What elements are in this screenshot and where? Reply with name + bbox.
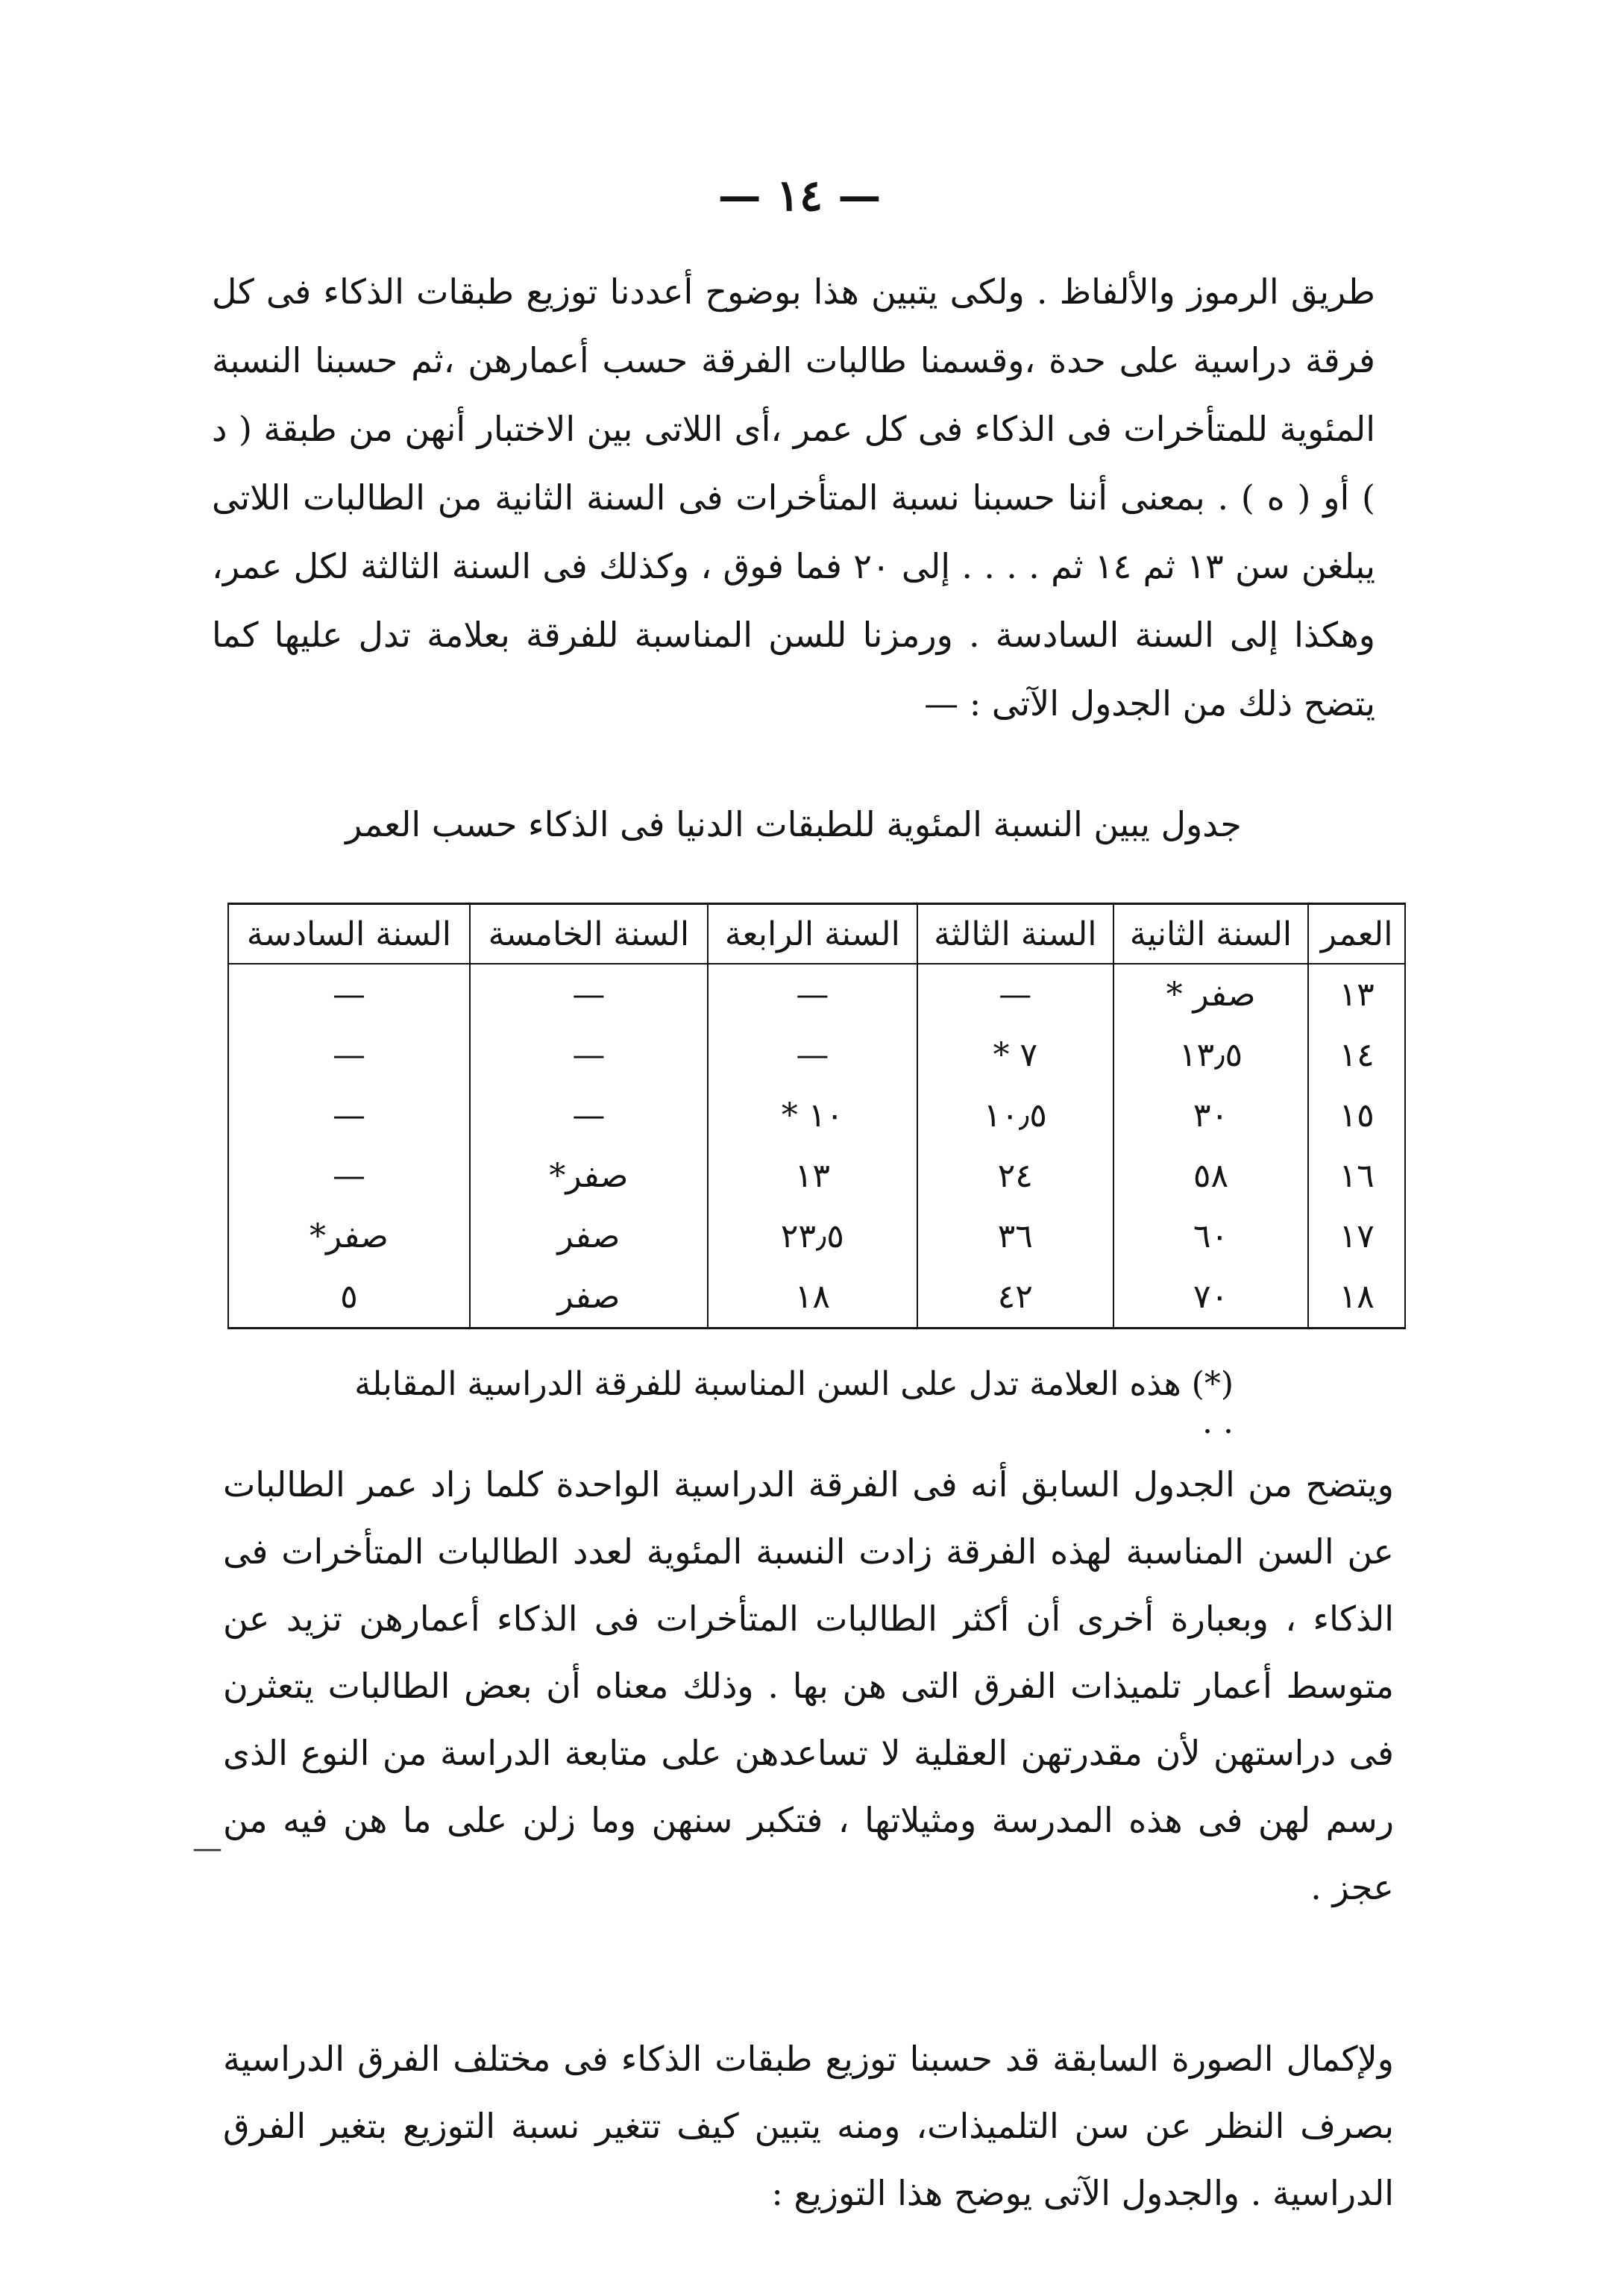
table-cell: ٣٦ bbox=[917, 1206, 1113, 1267]
header-age: العمر bbox=[1308, 904, 1405, 964]
table-cell: — bbox=[470, 964, 708, 1025]
table-cell: ١٣ bbox=[1308, 964, 1405, 1025]
page-number: — ١٤ — bbox=[717, 170, 882, 221]
header-year-5: السنة الخامسة bbox=[470, 904, 708, 964]
table-cell: ١٧ bbox=[1308, 1206, 1405, 1267]
table-caption: جدول يبين النسبة المئوية للطبقات الدنيا فى الذكاء حسب العمر bbox=[345, 804, 1242, 844]
table-cell: ٥٨ bbox=[1113, 1146, 1309, 1206]
table-cell: — bbox=[708, 1025, 917, 1085]
table-cell: — bbox=[470, 1085, 708, 1146]
table-cell: ١٠ * bbox=[708, 1085, 917, 1146]
age-intelligence-table bbox=[227, 903, 1406, 1329]
table-cell: — bbox=[228, 1146, 470, 1206]
table-cell: ٢٤ bbox=[917, 1146, 1113, 1206]
table-cell: ١٤ bbox=[1308, 1025, 1405, 1085]
table-cell: — bbox=[228, 964, 470, 1025]
table-header-row bbox=[228, 904, 1405, 964]
table-cell: ٦٠ bbox=[1113, 1206, 1309, 1267]
table-cell: — bbox=[708, 964, 917, 1025]
table-cell: ٥ bbox=[228, 1267, 470, 1329]
table-cell: ١٣ bbox=[708, 1146, 917, 1206]
table-row bbox=[228, 1146, 1405, 1206]
table-cell: ٣٠ bbox=[1113, 1085, 1309, 1146]
table-cell: ١٨ bbox=[708, 1267, 917, 1329]
table-cell: ١٦ bbox=[1308, 1146, 1405, 1206]
closing-paragraph: ولإكمال الصورة السابقة قد حسبنا توزيع طبقات الذكاء فى مختلف الفرق الدراسية بصرف النظر عن سن التلميذات، ومنه يتبين كيف تتغير نسبة التوزيع بتغير الفرق الدراسية . والجدول الآتى يوضح هذا التوزيع : bbox=[223, 2039, 1394, 2213]
table-cell: — bbox=[228, 1085, 470, 1146]
table-row bbox=[228, 964, 1405, 1025]
table-cell: صفر* bbox=[470, 1146, 708, 1206]
table-cell: صفر * bbox=[1113, 964, 1309, 1025]
header-year-6: السنة السادسة bbox=[228, 904, 470, 964]
margin-mark: — bbox=[192, 1831, 222, 1866]
table-cell: صفر bbox=[470, 1267, 708, 1329]
table-cell: ١٨ bbox=[1308, 1267, 1405, 1329]
table-cell: — bbox=[470, 1025, 708, 1085]
table-row bbox=[228, 1206, 1405, 1267]
table-row bbox=[228, 1085, 1405, 1146]
header-year-4: السنة الرابعة bbox=[708, 904, 917, 964]
analysis-paragraph: ويتضح من الجدول السابق أنه فى الفرقة الدراسية الواحدة كلما زاد عمر الطالبات عن السن المناسبة لهذه الفرقة زادت النسبة المئوية لعدد الطالبات المتأخرات فى الذكاء ، وبعبارة أخرى أن أكثر الطالبات المتأخرات فى الذكاء أعمارهن تزيد عن متوسط أعمار تلميذات الفرق التى هن بها . وذلك معناه أن بعض الطالبات يتعثرن فى دراستهن لأن مقدرتهن العقلية لا تساعدهن على متابعة الدراسة من النوع الذى رسم لهن فى هذه المدرسة ومثيلاتها ، فتكبر سنهن وما زلن على ما هن فيه من عجز . bbox=[223, 1464, 1394, 1907]
table-cell: — bbox=[228, 1025, 470, 1085]
table-cell: ١٣٫٥ bbox=[1113, 1025, 1309, 1085]
table-cell: ٧ * bbox=[917, 1025, 1113, 1085]
table-row bbox=[228, 1025, 1405, 1085]
table-cell: ٧٠ bbox=[1113, 1267, 1309, 1329]
header-year-3: السنة الثالثة bbox=[917, 904, 1113, 964]
age-intelligence-table-container bbox=[227, 903, 1406, 1329]
table-row bbox=[228, 1267, 1405, 1329]
table-cell: ٢٣٫٥ bbox=[708, 1206, 917, 1267]
table-cell: صفر bbox=[470, 1206, 708, 1267]
intro-paragraph: طريق الرموز والألفاظ . ولكى يتبين هذا بوضوح أعددنا توزيع طبقات الذكاء فى كل فرقة دراسية على حدة ،وقسمنا طالبات الفرقة حسب أعمارهن ،ثم حسبنا النسبة المئوية للمتأخرات فى الذكاء فى كل عمر ،أى اللاتى بين الاختبار أنهن من طبقة ( د ) أو ( ه ) . بمعنى أننا حسبنا نسبة المتأخرات فى السنة الثانية من الطالبات اللاتى يبلغن سن ١٣ ثم ١٤ ثم . . . . إلى ٢٠ فما فوق ، وكذلك فى السنة الثالثة لكل عمر، وهكذا إلى السنة السادسة . ورمزنا للسن المناسبة للفرقة بعلامة تدل عليها كما يتضح ذلك من الجدول الآتى : — bbox=[212, 272, 1375, 724]
table-cell: — bbox=[917, 964, 1113, 1025]
table-cell: ١٥ bbox=[1308, 1085, 1405, 1146]
header-year-2: السنة الثانية bbox=[1113, 904, 1309, 964]
table-cell: ٤٢ bbox=[917, 1267, 1113, 1329]
table-cell: ١٠٫٥ bbox=[917, 1085, 1113, 1146]
table-cell: صفر* bbox=[228, 1206, 470, 1267]
table-footnote: (*) هذه العلامة تدل على السن المناسبة للفرقة الدراسية المقابلة . . bbox=[354, 1365, 1234, 1441]
